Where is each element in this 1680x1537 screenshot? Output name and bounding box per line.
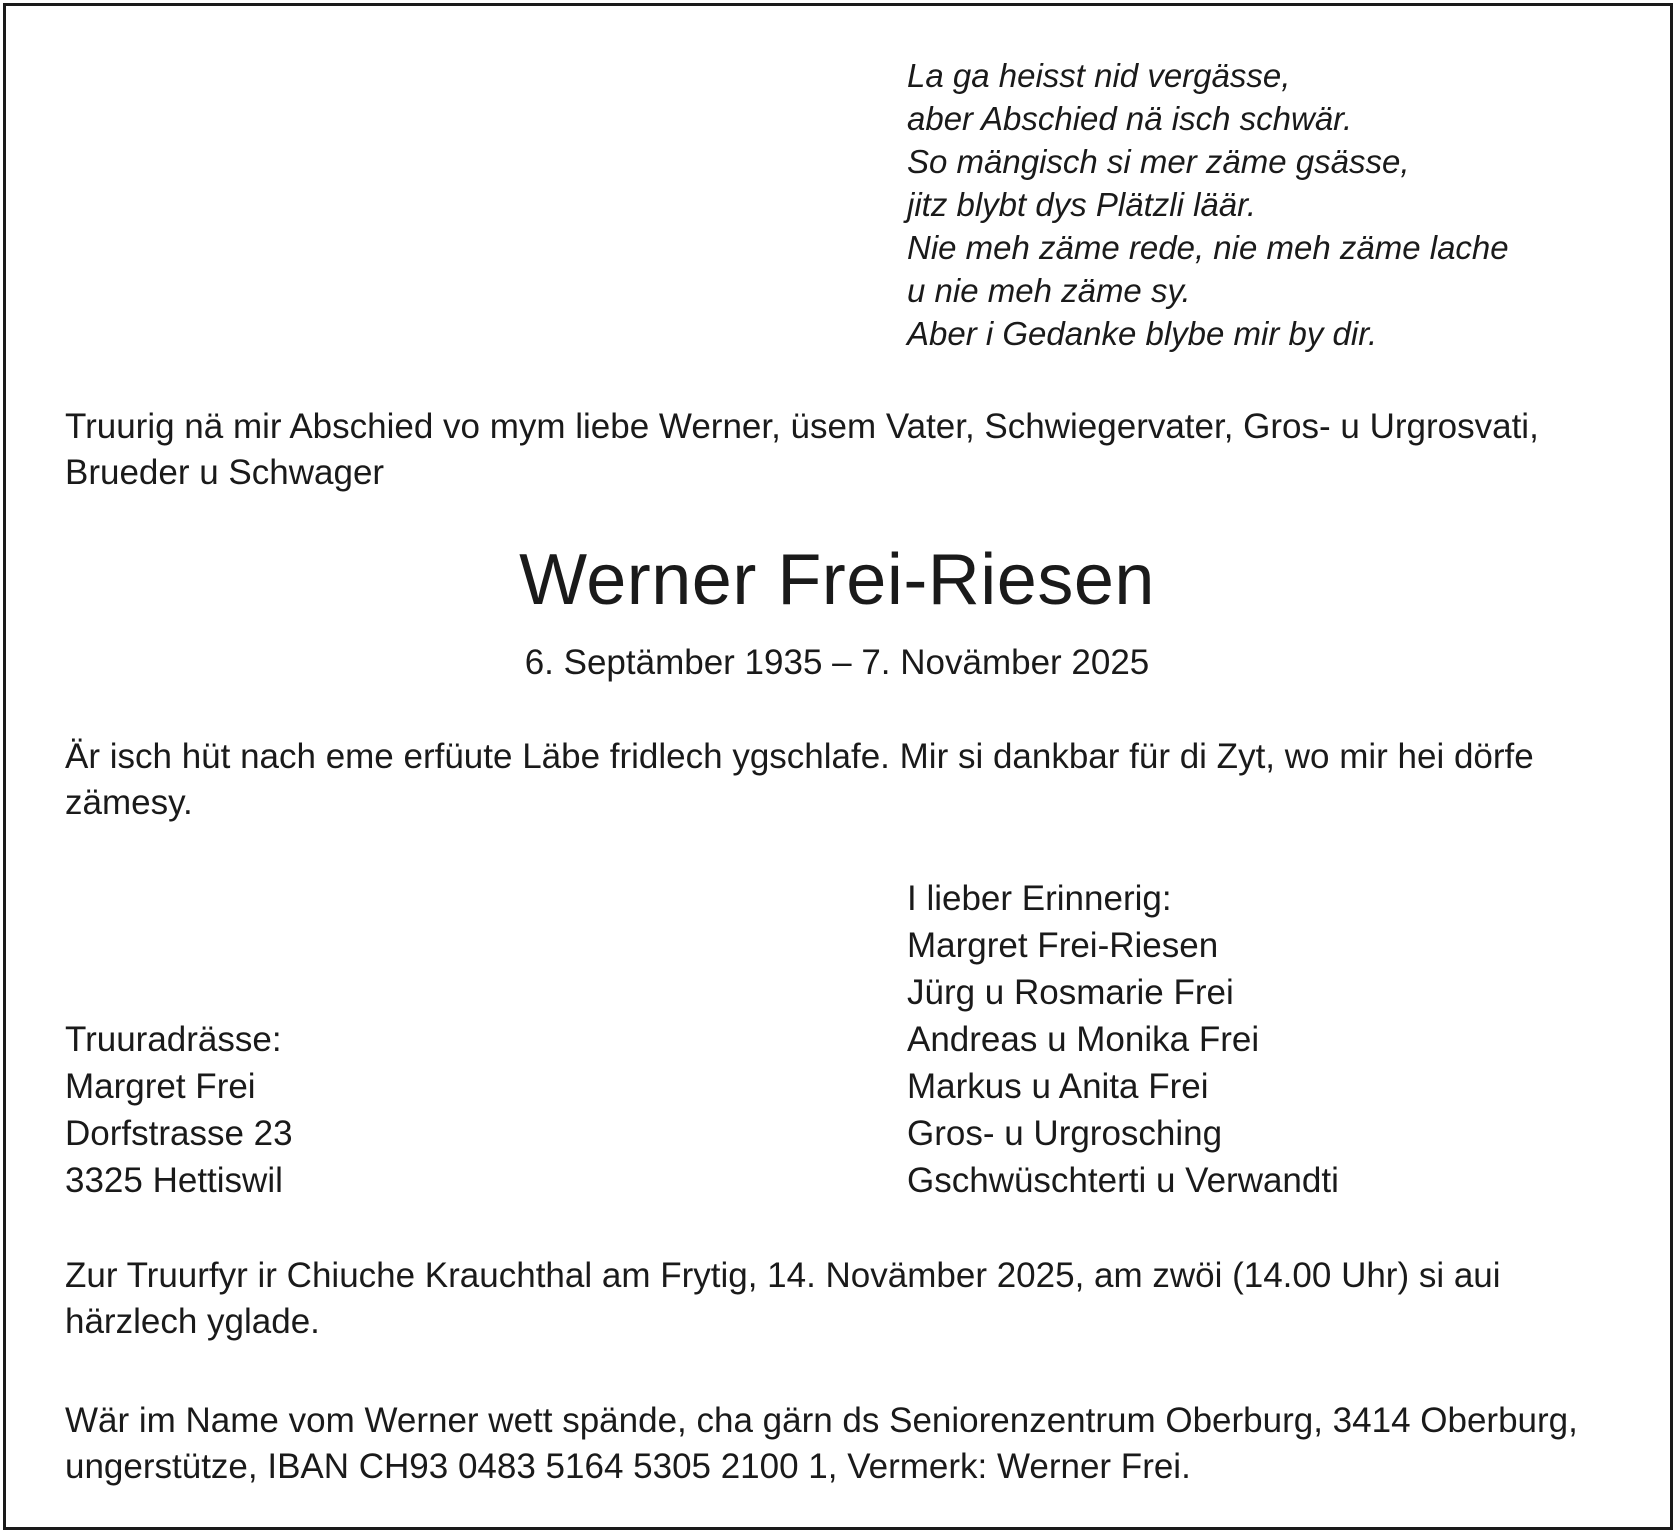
- mourner-name: Andreas u Monika Frei: [907, 1020, 1260, 1059]
- mourners-heading: I lieber Erinnerig:: [907, 879, 1172, 918]
- mourner-name: Gros- u Urgrosching: [907, 1114, 1223, 1153]
- mourning-address: [65, 1016, 293, 1204]
- mourner-name: Gschwüschterti u Verwandti: [907, 1161, 1339, 1200]
- poem-line: La ga heisst nid vergässe,: [907, 57, 1291, 94]
- address-heading: Truuradrässe:: [65, 1020, 282, 1059]
- poem-line: Nie meh zäme rede, nie meh zäme lache: [907, 229, 1509, 266]
- deceased-name: Werner Frei-Riesen: [519, 540, 1155, 620]
- life-dates: 6. Septämber 1935 – 7. Novämber 2025: [524, 643, 1150, 682]
- poem-line: jitz blybt dys Plätzli läär.: [907, 186, 1257, 223]
- donation-paragraph: Wär im Name vom Werner wett spände, cha gärn ds Seniorenzentrum Oberburg, 3414 Oberburg, ungerstütze, IBAN CH93 0483 5164 5305 2100 1, Vermerk: Werner Frei.: [65, 1401, 1578, 1486]
- address-city: 3325 Hettiswil: [65, 1161, 283, 1200]
- mourner-name: Markus u Anita Frei: [907, 1067, 1209, 1106]
- poem: [907, 54, 1509, 355]
- address-street: Dorfstrasse 23: [65, 1114, 293, 1153]
- mourners-list: [907, 875, 1339, 1204]
- intro-paragraph: Truurig nä mir Abschied vo mym liebe Werner, üsem Vater, Schwiegervater, Gros- u Urgrosvati, Brueder u Schwager: [65, 407, 1539, 492]
- address-name: Margret Frei: [65, 1067, 256, 1106]
- poem-line: Aber i Gedanke blybe mir by dir.: [907, 315, 1378, 352]
- poem-line: So mängisch si mer zäme gsässe,: [907, 143, 1410, 180]
- poem-line: u nie meh zäme sy.: [907, 272, 1191, 309]
- mourner-name: Margret Frei-Riesen: [907, 926, 1219, 965]
- poem-line: aber Abschied nä isch schwär.: [907, 100, 1353, 137]
- message-paragraph: Är isch hüt nach eme erfüute Läbe fridlech ygschlafe. Mir si dankbar für di Zyt, wo mir hei dörfe zämesy.: [65, 737, 1534, 822]
- service-paragraph: Zur Truurfyr ir Chiuche Krauchthal am Frytig, 14. Novämber 2025, am zwöi (14.00 Uhr) si aui härzlech yglade.: [65, 1256, 1501, 1341]
- mourner-name: Jürg u Rosmarie Frei: [907, 973, 1234, 1012]
